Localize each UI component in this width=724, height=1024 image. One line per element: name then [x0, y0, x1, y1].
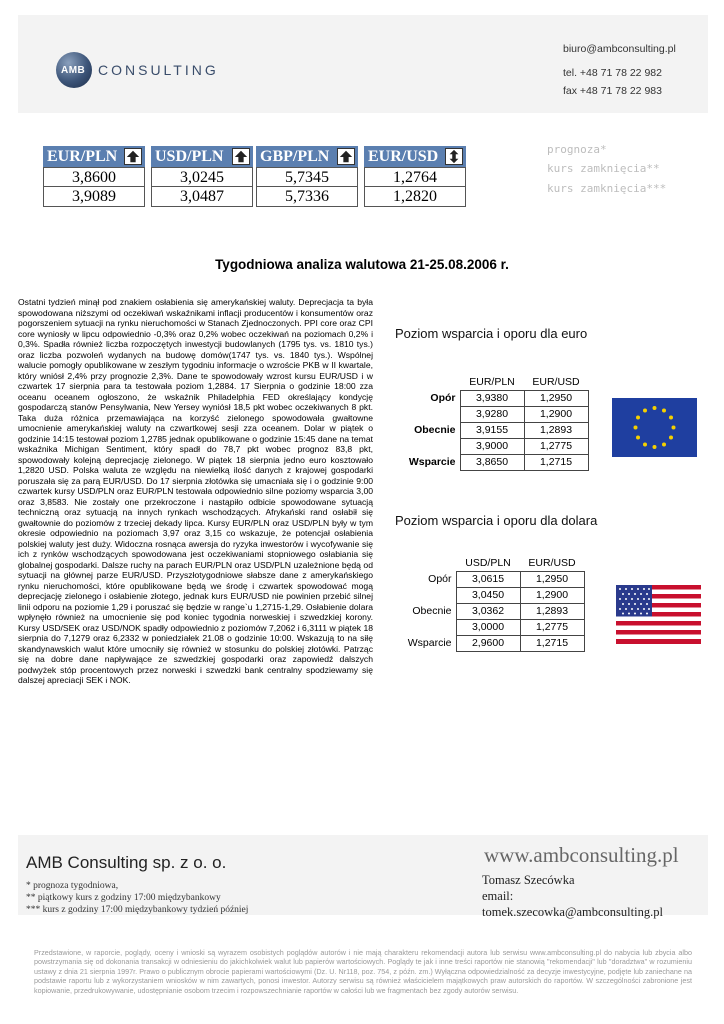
- legend-close: kurs zamknięcia**: [547, 162, 660, 175]
- col-header: EUR/USD: [528, 556, 576, 569]
- cell-value: 3,0615: [456, 571, 520, 587]
- us-flag-icon: [616, 585, 701, 644]
- currency-header: [151, 146, 253, 167]
- euro-section-title: Poziom wsparcia i oporu dla euro: [395, 326, 588, 341]
- up-arrow-icon: [124, 148, 142, 165]
- col-header: EUR/USD: [532, 375, 580, 388]
- logo-word: CONSULTING: [98, 62, 219, 78]
- email-label: email:: [482, 889, 514, 903]
- analysis-text: Ostatni tydzień minął pod znakiem osłabienia się amerykańskiej waluty. Deprecjacja ta była spowodowana niższymi od oczekiwań wskaźnikami inflacji producentów i konsumentów oraz pogorszeniem sytuacji na rynku nieruchomości w Stanach Zjednoczonych. PPI core oraz CPI core wyniosły w lipcu odpowiednio -0,3% oraz 0,2% wobec oczekiwań na poziomach 0,2% i 0,3%. Spadła również liczba rozpoczętych inwestycji budowlanych (1795 tys. vs. 1810 tys.) oraz liczba pozwoleń wydanych na budowę domów(1747 tys. vs. 1840 tys.). Wspólnej walucie pomogły opublikowane w zeszłym tygodniu informacje o wzroście PKB w II kwartale, który wniósł 2,4% przy prognozie 2,3%. Dane te spowodowały wzrost kursu EUR/USD i w czwartek 17 sierpnia para ta testowała poziom 1,2884. 17 Sierpnia o godzinie 18:00 zza oceanu oceanem ogłoszono, że wskaźnik Philadelphia FED określający kondycję gospodarczą stanów Pensylwania, New Yersey wyniósł 18,5 pkt wobec oczekiwanych 8 pkt. Taka duża różnica przemawiająca na korzyść zielonego spowodowała gwałtowne umocnienie amerykańskiej waluty na czwartkowej sesji zza oceanem. Dolar w piątek o godzinie 14:15 testował poziom 1,2785 jednak opublikowane o godzinie 15:45 dane na temat wskaźnika Michigan Sentiment, który spadł do 78,7 pkt wobec prognoz 83,8 pkt, spowodowały kolejną deprecjację zielonego. W piątek 18 sierpnia jedno euro kosztowało 1,2820 USD. Polska waluta ze względu na niewielką ilość danych z krajowej gospodarki poruszała się za parą EUR/USD. Do 17 sierpnia złotówka się umacniała się i o godzinie 9:00 czwartek kursy USD/PLN oraz EUR/PLN testowała odpowiednio silne poziomy wsparcia 3,00 oraz 3,8583. Nie zostały one przekroczone i nastąpiło odbicie spowodowane sytuacją techniczną oraz sytuacją na innych rynkach wschodzących. Afrykański rand osłabił się gwałtownie do poziomów z trzeciej dekady lipca. Kursy EUR/PLN oraz USD/PLN były w tym okresie odpowiednio na poziomach 3,97 oraz 3,15 co wskazuje, że potencjał osłabienia polskiej waluty jest duży. Widoczna rosnąca awersja do ryzyka inwestorów i wycofywanie się ich z rynków wschodzących spowodowana jest oczekiwaniami stopniowego osłabiania się globalnej gospodarki. Dalsze ruchy na parach EUR/PLN oraz USD/PLN uzależnione będą od sytuacji na głównej parze EUR/USD. Przyszłotygodniowe słabsze dane z amerykańskiego rynku nieruchomości, które opublikowane będą we środę i czwartek spowodować mogą deprecjację zielonego i osłabienie złotego, jednak kurs EUR/USD nie powinien przebić silnej linii odporu na poziomie 1,29 i poruszać się będzie w range`u 1,2715-1,29. Osłabienie dolara wpłynęło również na umocnienie się pod koniec tygodnia norweskiej i szwedzkiej korony. Kursy USD/SEK oraz USD/NOK spadły odpowiednio z poziomów 7,2062 i 6,3111 w piątek 18 sierpnia do 7,1279 oraz 6,2332 w poniedziałek 21.08 o godzinie 10:00. Wskazują to na siłę skandynawskich walut które umocniły się również w stosunku do polskiej złotówki. Patrząc się na dobre dane napływające ze szwedzkiej gospodarki oraz zapowiedź dalszych podwyżek stóp procentowych przez norweski i szwedzki bank centralny spodziewamy się dalszej apreciacji SEK i NOK.: [18, 297, 373, 685]
- currency-box-usdpln: [151, 146, 253, 207]
- cell-value: 1,2950: [524, 390, 588, 406]
- dollar-section-title: Poziom wsparcia i oporu dla dolara: [395, 513, 598, 528]
- row-label: Obecnie: [414, 424, 456, 436]
- dollar-levels-table: [400, 555, 585, 652]
- currency-close: 5,7336: [256, 187, 358, 207]
- up-arrow-icon: [337, 148, 355, 165]
- table-row: [404, 406, 588, 422]
- cell-value: 3,9155: [460, 422, 524, 438]
- cell-value: 3,0450: [456, 587, 520, 603]
- logo-letters: AMB: [61, 65, 86, 76]
- col-header: USD/PLN: [465, 556, 511, 569]
- currency-box-eurpln: [43, 146, 145, 207]
- currency-forecast: 3,0245: [151, 167, 253, 187]
- currency-header: [43, 146, 145, 167]
- website-link[interactable]: www.ambconsulting.pl: [484, 843, 679, 867]
- cell-value: 3,9380: [460, 390, 524, 406]
- cell-value: 1,2715: [520, 635, 584, 651]
- cell-value: 1,2950: [520, 571, 584, 587]
- table-row: [400, 619, 584, 635]
- row-label: Opór: [428, 573, 452, 585]
- currency-box-eurusd: [364, 146, 466, 207]
- row-label: [400, 587, 456, 603]
- cell-value: 3,8650: [460, 454, 524, 470]
- currency-forecast: 1,2764: [364, 167, 466, 187]
- page-title: Tygodniowa analiza walutowa 21-25.08.2006 r.: [215, 257, 509, 272]
- disclaimer-text: Przedstawione, w raporcie, poglądy, oceny i wnioski są wyrazem osobistych poglądów autorów i nie mają charakteru rekomendacji autora lub serwisu www.ambconsulting.pl do nabycia lub zbycia albo powstrzymania się od dokonania transakcji w odniesieniu do jakichkolwiek walut lub papierów wartościowych. Poglądy te jak i inne treści raportów nie stanowią "rekomendacji" lub "doradztwa" w rozumieniu ustawy z dnia 21 sierpnia 1997r. Prawo o publicznym obrocie papierami wartościowymi (Dz. U. Nr118, poz. 754, z późn. zm.) Wyłączna odpowiedzialność za decyzje inwestycyjne, podjęte lub zaniechane na podstawie raportu lub z wykorzystaniem wniosków w nim zawartych, ponosi inwestor. Autorzy serwisu są również właścicielem majątkowych praw autorskich do raportów. W szczególności zabronione jest kopiowanie, przedrukowywanie, udostępnianie osobom trzecim i rozpowszechnianie raportów w całości lub we fragmentach bez zgody autorów serwisu.: [34, 948, 692, 995]
- up-arrow-icon: [232, 148, 250, 165]
- cell-value: 1,2893: [520, 603, 584, 619]
- table-row: [404, 390, 588, 406]
- table-row: [400, 603, 584, 619]
- cell-value: 1,2893: [524, 422, 588, 438]
- row-label: [404, 438, 460, 454]
- table-row: [400, 635, 584, 651]
- euro-levels-table: [404, 374, 589, 471]
- eu-flag-icon: [612, 398, 697, 457]
- currency-name: EUR/USD: [368, 148, 439, 165]
- cell-value: 3,0000: [456, 619, 520, 635]
- col-header: EUR/PLN: [469, 375, 515, 388]
- footnote-2: ** piątkowy kurs z godziny 17:00 międzybankowy: [26, 893, 221, 903]
- table-row: [400, 587, 584, 603]
- cell-value: 2,9600: [456, 635, 520, 651]
- row-label: [400, 619, 456, 635]
- currency-name: EUR/PLN: [47, 148, 118, 165]
- cell-value: 3,0362: [456, 603, 520, 619]
- row-label: [404, 406, 460, 422]
- header-tel: tel. +48 71 78 22 982: [563, 67, 662, 79]
- header-fax: fax +48 71 78 22 983: [563, 85, 662, 97]
- row-label: Wsparcie: [408, 456, 456, 468]
- currency-header: [256, 146, 358, 167]
- currency-box-gbppln: [256, 146, 358, 207]
- footnote-1: * prognoza tygodniowa,: [26, 881, 119, 891]
- author-name: Tomasz Szecówka: [482, 873, 575, 887]
- table-row: [400, 571, 584, 587]
- footnote-3: *** kurs z godziny 17:00 międzybankowy tydzień później: [26, 905, 249, 915]
- row-label: Wsparcie: [407, 637, 452, 649]
- currency-close: 1,2820: [364, 187, 466, 207]
- table-header-row: [400, 555, 584, 571]
- cell-value: 1,2775: [520, 619, 584, 635]
- currency-forecast: 5,7345: [256, 167, 358, 187]
- cell-value: 1,2775: [524, 438, 588, 454]
- table-row: [404, 422, 588, 438]
- author-email-link[interactable]: tomek.szecowka@ambconsulting.pl: [482, 905, 663, 919]
- up-down-arrow-icon: [445, 148, 463, 165]
- cell-value: 3,9000: [460, 438, 524, 454]
- currency-close: 3,0487: [151, 187, 253, 207]
- row-label: Obecnie: [412, 605, 452, 617]
- cell-value: 3,9280: [460, 406, 524, 422]
- table-row: [404, 454, 588, 470]
- table-header-row: [404, 374, 588, 390]
- currency-name: GBP/PLN: [260, 148, 330, 165]
- legend-forecast: prognoza*: [547, 143, 607, 156]
- legend-close-weekly: kurs zamknięcia***: [547, 182, 667, 195]
- table-row: [404, 438, 588, 454]
- currency-forecast: 3,8600: [43, 167, 145, 187]
- currency-close: 3,9089: [43, 187, 145, 207]
- currency-header: [364, 146, 466, 167]
- cell-value: 1,2900: [524, 406, 588, 422]
- cell-value: 1,2900: [520, 587, 584, 603]
- company-name: AMB Consulting sp. z o. o.: [26, 853, 227, 872]
- cell-value: 1,2715: [524, 454, 588, 470]
- currency-name: USD/PLN: [155, 148, 224, 165]
- header-email: biuro@ambconsulting.pl: [563, 43, 676, 55]
- row-label: Opór: [430, 392, 456, 404]
